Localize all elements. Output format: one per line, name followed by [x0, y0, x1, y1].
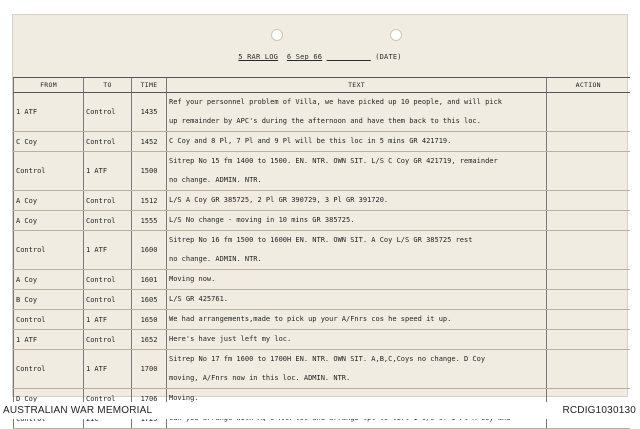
- text-cell: [167, 191, 547, 211]
- text-line: C Coy and 8 Pl, 7 Pl and 9 Pl will be this loc in 5 mins GR 421719.: [169, 137, 452, 145]
- text-cell: [167, 231, 547, 270]
- from-cell: 1 ATF: [14, 330, 84, 350]
- time-cell: 1555: [132, 211, 167, 231]
- action-cell: [547, 191, 630, 211]
- log-sheet: [12, 14, 628, 403]
- table-row: [14, 270, 630, 290]
- to-cell: 1 ATF: [84, 231, 132, 270]
- time-cell: 1700: [132, 350, 167, 389]
- table-header-row: [14, 78, 630, 93]
- text-cell: [167, 350, 547, 389]
- text-cell: [167, 152, 547, 191]
- log-table: [13, 77, 630, 429]
- to-cell: Control: [84, 389, 132, 409]
- text-cell: [167, 270, 547, 290]
- text-line: moving, A/Fnrs now in this loc. ADMIN. NTR.: [169, 374, 351, 382]
- text-line: Here's have just left my loc.: [169, 335, 292, 343]
- from-cell: B Coy: [14, 290, 84, 310]
- to-cell: Control: [84, 270, 132, 290]
- text-line: We had arrangements,made to pick up your A/Fnrs cos he speed it up.: [169, 315, 452, 323]
- text-line: Sitrep No 17 fm 1600 to 1700H EN. NTR. OWN SIT. A,B,C,Coys no change. D Coy: [169, 355, 486, 363]
- to-cell: 1 ATF: [84, 310, 132, 330]
- time-cell: 1600: [132, 231, 167, 270]
- to-cell: 1 ATF: [84, 350, 132, 389]
- table-row: [14, 152, 630, 191]
- archive-footer: [0, 402, 640, 419]
- time-cell: 1435: [132, 93, 167, 132]
- col-time-header: TIME: [132, 78, 167, 93]
- text-line: Moving now.: [169, 275, 216, 283]
- table-row: [14, 290, 630, 310]
- time-cell: 1452: [132, 132, 167, 152]
- action-cell: [547, 290, 630, 310]
- text-line: Moving.: [169, 394, 199, 402]
- table-row: [14, 191, 630, 211]
- date-label: (DATE): [375, 53, 402, 61]
- col-from-header: FROM: [14, 78, 84, 93]
- to-cell: 1 ATF: [84, 152, 132, 191]
- from-cell: Control: [14, 231, 84, 270]
- text-line: up remainder by APC's during the afternoon and have them back to this loc.: [169, 117, 481, 125]
- to-cell: Control: [84, 211, 132, 231]
- punch-hole: [390, 29, 402, 41]
- col-action-header: ACTION: [547, 78, 630, 93]
- table-row: [14, 231, 630, 270]
- from-cell: Control: [14, 310, 84, 330]
- text-line: L/S A Coy GR 385725, 2 Pl GR 390729, 3 Pl GR 391720.: [169, 196, 389, 204]
- archive-name: AUSTRALIAN WAR MEMORIAL: [3, 405, 153, 416]
- to-cell: Control: [84, 93, 132, 132]
- table-row: [14, 310, 630, 330]
- punch-hole: [271, 29, 283, 41]
- table-row: [14, 93, 630, 132]
- archive-reference: RCDIG1030130: [562, 405, 636, 416]
- table-row: [14, 330, 630, 350]
- text-line: no change. ADMIN. NTR.: [169, 176, 262, 184]
- text-cell: [167, 290, 547, 310]
- from-cell: Control: [14, 152, 84, 191]
- action-cell: [547, 270, 630, 290]
- to-cell: Control: [84, 330, 132, 350]
- table-row: [14, 132, 630, 152]
- action-cell: [547, 231, 630, 270]
- from-cell: C Coy: [14, 132, 84, 152]
- text-cell: [167, 211, 547, 231]
- from-cell: A Coy: [14, 211, 84, 231]
- text-line: Ref your personnel problem of Villa, we have picked up 10 people, and will pick: [169, 98, 502, 106]
- from-cell: A Coy: [14, 191, 84, 211]
- col-to-header: TO: [84, 78, 132, 93]
- text-cell: [167, 132, 547, 152]
- text-cell: [167, 93, 547, 132]
- time-cell: 1650: [132, 310, 167, 330]
- text-line: Sitrep No 16 fm 1500 to 1600H EN. NTR. OWN SIT. A Coy L/S GR 385725 rest: [169, 236, 473, 244]
- text-line: Sitrep No 15 fm 1400 to 1500. EN. NTR. OWN SIT. L/S C Coy GR 421719, remainder: [169, 157, 498, 165]
- text-line: no change. ADMIN. NTR.: [169, 255, 262, 263]
- action-cell: [547, 211, 630, 231]
- action-cell: [547, 132, 630, 152]
- time-cell: 1512: [132, 191, 167, 211]
- time-cell: 1706: [132, 389, 167, 409]
- text-line: L/S No change - moving in 10 mins GR 385725.: [169, 216, 355, 224]
- to-cell: Control: [84, 132, 132, 152]
- time-cell: 1605: [132, 290, 167, 310]
- to-cell: Control: [84, 290, 132, 310]
- col-text-header: TEXT: [167, 78, 547, 93]
- action-cell: [547, 93, 630, 132]
- action-cell: [547, 330, 630, 350]
- from-cell: D Coy: [14, 389, 84, 409]
- time-cell: 1601: [132, 270, 167, 290]
- action-cell: [547, 310, 630, 330]
- sheet-header: [13, 53, 627, 61]
- from-cell: Control: [14, 350, 84, 389]
- from-cell: A Coy: [14, 270, 84, 290]
- text-cell: [167, 310, 547, 330]
- table-row: [14, 211, 630, 231]
- action-cell: [547, 350, 630, 389]
- to-cell: Control: [84, 191, 132, 211]
- time-cell: 1652: [132, 330, 167, 350]
- text-cell: [167, 330, 547, 350]
- table-row: [14, 350, 630, 389]
- action-cell: [547, 152, 630, 191]
- from-cell: 1 ATF: [14, 93, 84, 132]
- unit-log-title: 5 RAR LOG: [238, 53, 279, 61]
- time-cell: 1500: [132, 152, 167, 191]
- log-date: 6 Sep 66: [286, 53, 323, 61]
- text-line: L/S GR 425761.: [169, 295, 229, 303]
